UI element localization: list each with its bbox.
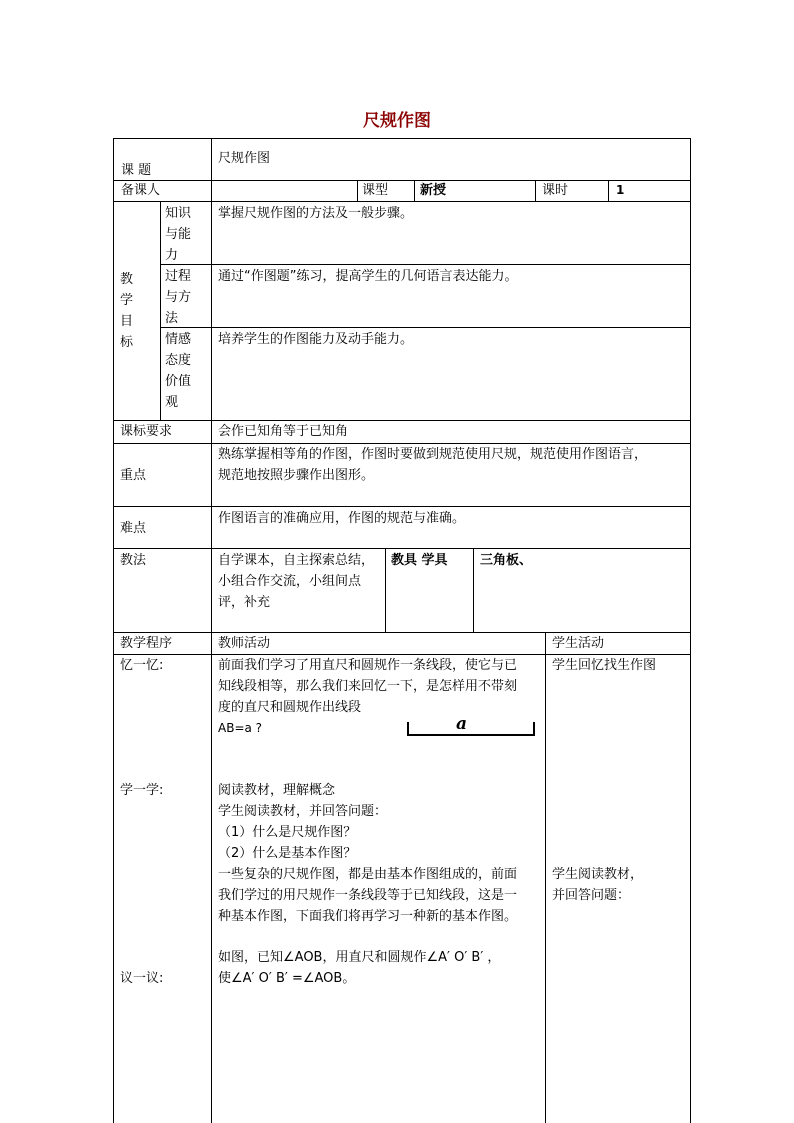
objective-knowledge-text: 掌握尺规作图的方法及一般步骤。 [218,206,414,221]
recall-formula: AB=a ? [218,721,263,735]
lesson-type-label: 课型 [362,183,389,198]
learn-line-1: 阅读教材，理解概念 [218,783,336,798]
recall-label: 忆一忆: [120,658,164,673]
lesson-type-value: 新授 [420,183,447,198]
difficulty-label: 难点 [120,521,147,536]
learn-question-2: （2）什么是基本作图？ [218,846,357,861]
learn-student-line-2: 并回答问题： [552,888,631,903]
tools-value: 三角板、 [480,553,533,568]
objective-attitude-text: 培养学生的作图能力及动手能力。 [218,332,414,347]
learn-label: 学一学: [120,783,164,798]
learn-line-2: 学生阅读教材，并回答问题： [218,804,388,819]
course-value: 尺规作图 [218,151,271,166]
segment-a-label: a [456,714,468,734]
recall-student-activity: 学生回忆找生作图 [552,658,657,673]
discuss-line-2: 使∠A′ O′ B′ =∠AOB。 [218,971,356,986]
learn-student-line-1: 学生阅读教材， [552,867,644,882]
procedure-column-student: 学生活动 [552,636,605,651]
learn-question-1: （1）什么是尺规作图？ [218,825,357,840]
recall-line-2: 知线段相等，那么我们来回忆一下，是怎样用不带刻 [218,679,518,694]
recall-line-3: 度的直尺和圆规作出线段 [218,700,362,715]
learn-line-7: 种基本作图，下面我们将再学习一种新的基本作图。 [218,909,518,924]
lesson-hours-label: 课时 [542,183,569,198]
learn-line-5: 一些复杂的尺规作图，都是由基本作图组成的，前面 [218,867,518,882]
discuss-line-1: 如图，已知∠AOB，用直尺和圆规作∠A′ O′ B′ ， [218,950,501,965]
preparer-label: 备课人 [121,183,161,198]
document-title: 尺规作图 [363,111,431,131]
recall-line-1: 前面我们学习了用直尺和圆规作一条线段，使它与已 [218,658,518,673]
procedure-column-teacher: 教师活动 [218,636,271,651]
method-line-1: 自学课本，自主探索总结， [218,553,375,568]
key-point-line-2: 规范地按照步骤作出图形。 [218,468,375,483]
method-line-2: 小组合作交流，小组间点 [218,574,362,589]
method-line-3: 评，补充 [218,595,271,610]
learn-line-6: 我们学过的用尺规作一条线段等于已知线段，这是一 [218,888,518,903]
key-point-label: 重点 [120,468,147,483]
lesson-hours-value: 1 [616,183,625,197]
standard-text: 会作已知角等于已知角 [218,424,349,439]
course-label: 课 题 [121,163,152,178]
method-label: 教法 [120,553,147,568]
standard-label: 课标要求 [120,424,173,439]
tools-label: 教具 学具 [391,553,448,568]
difficulty-text: 作图语言的准确应用，作图的规范与准确。 [218,511,466,526]
discuss-label: 议一议: [120,971,164,986]
procedure-column-program: 教学程序 [120,636,173,651]
objective-process-text: 通过“作图题”练习，提高学生的几何语言表达能力。 [218,269,518,284]
key-point-line-1: 熟练掌握相等角的作图，作图时要做到规范使用尺规，规范使用作图语言， [218,447,648,462]
